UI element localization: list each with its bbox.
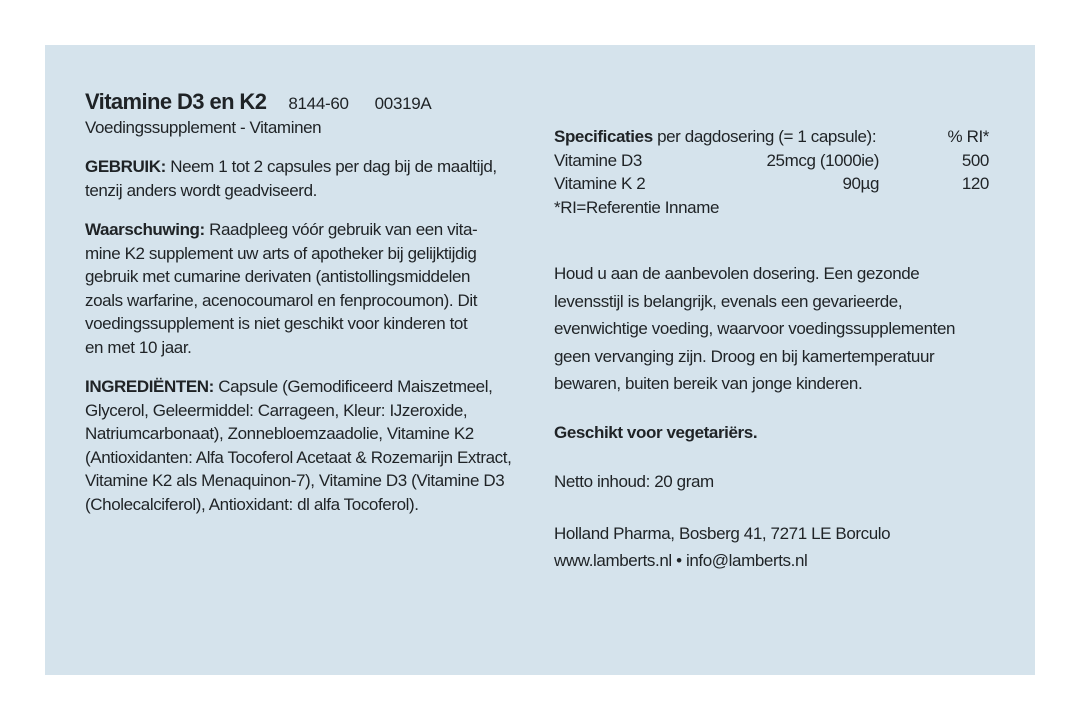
product-title: [85, 90, 535, 116]
specs-table: [554, 125, 994, 219]
specs-row: [554, 149, 994, 173]
product-subtitle: Voedingssupplement - Vitaminen: [85, 117, 322, 137]
specs-header-row: [554, 125, 994, 149]
website-link: www.lamberts.nl: [554, 550, 672, 570]
warning-text: en met 10 jaar.: [85, 337, 192, 357]
net-content: Netto inhoud: 20 gram: [554, 472, 714, 491]
specs-heading-rest: per dagdosering (= 1 capsule):: [657, 127, 877, 146]
vegetarian-note: Geschikt voor vegetariërs.: [554, 422, 758, 442]
ingredients-text: Vitamine K2 als Menaquinon-7), Vitamine D3 (Vitamine D3: [85, 471, 505, 490]
ri-header: % RI*: [947, 127, 989, 146]
specs-ri: 120: [961, 174, 989, 193]
specs-ri: 500: [961, 150, 989, 170]
warning-text: Raadpleeg vóór gebruik van een vita-: [209, 220, 478, 239]
advice-text: Houd u aan de aanbevolen dosering. Een gezonde: [554, 264, 920, 283]
ingredients-text: Capsule (Gemodificeerd Maiszetmeel,: [218, 377, 493, 396]
right-column: [554, 125, 994, 574]
ingredients-heading: INGREDIËNTEN:: [85, 377, 214, 396]
usage-heading: GEBRUIK:: [85, 157, 166, 176]
ingredients-text: (Cholecalciferol), Antioxidant: dl alfa Tocoferol).: [85, 494, 419, 514]
product-label: [45, 45, 1035, 675]
advice-text: geen vervanging zijn. Droog en bij kamertemperatuur: [554, 346, 935, 366]
company-contact: [554, 547, 994, 574]
specs-amount: 90µg: [842, 174, 879, 193]
warning-section: [85, 218, 535, 359]
company-address: Holland Pharma, Bosberg 41, 7271 LE Borculo: [554, 523, 891, 543]
product-name: Vitamine D3 en K2: [85, 89, 267, 114]
usage-text: Neem 1 tot 2 capsules per dag bij de maaltijd,: [170, 157, 497, 176]
warning-text: voedingssupplement is niet geschikt voor kinderen tot: [85, 314, 468, 333]
specs-amount: 25mcg (1000ie): [766, 150, 879, 170]
ingredients-text: (Antioxidanten: Alfa Tocoferol Acetaat & Rozemarijn Extract,: [85, 447, 512, 467]
specs-name: Vitamine D3: [554, 150, 642, 170]
specs-name: Vitamine K 2: [554, 174, 646, 193]
warning-text: zoals warfarine, acenocoumarol en fenprocoumon). Dit: [85, 290, 478, 310]
warning-text: gebruik met cumarine derivaten (antistollingsmiddelen: [85, 267, 471, 286]
product-code-1: 8144-60: [288, 94, 349, 113]
warning-text: mine K2 supplement uw arts of apotheker bij gelijktijdig: [85, 243, 477, 263]
advice-text: levensstijl is belangrijk, evenals een gevarieerde,: [554, 291, 903, 311]
advice-section: [554, 260, 994, 398]
advice-text: bewaren, buiten bereik van jonge kinderen.: [554, 374, 863, 393]
warning-heading: Waarschuwing:: [85, 220, 205, 239]
ingredients-text: Natriumcarbonaat), Zonnebloemzaadolie, Vitamine K2: [85, 424, 474, 443]
left-column: [85, 90, 535, 516]
specs-heading: Specificaties: [554, 127, 653, 146]
specs-row: [554, 172, 994, 196]
bullet-separator: •: [676, 550, 682, 570]
usage-section: [85, 155, 535, 202]
ingredients-section: [85, 375, 535, 516]
email-link: info@lamberts.nl: [685, 550, 808, 570]
advice-text: evenwichtige voeding, waarvoor voedingssupplementen: [554, 319, 956, 338]
ingredients-text: Glycerol, Geleermiddel: Carrageen, Kleur: IJzeroxide,: [85, 400, 468, 420]
specs-footnote: *RI=Referentie Inname: [554, 197, 720, 217]
product-code-2: 00319A: [374, 94, 432, 113]
usage-text: tenzij anders wordt geadviseerd.: [85, 180, 317, 200]
